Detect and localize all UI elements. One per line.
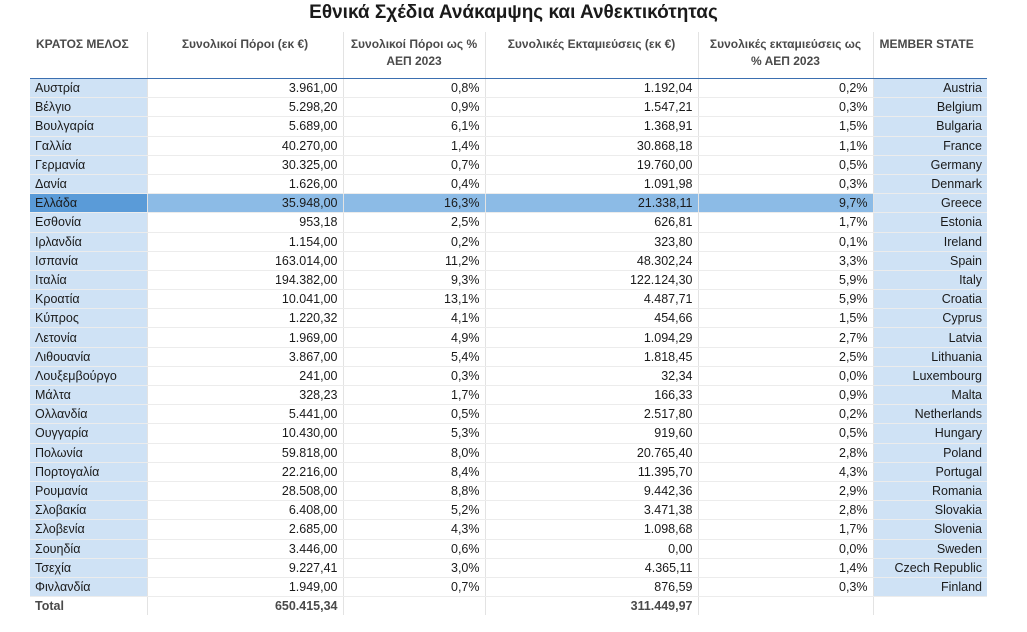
cell-disbursements-pct-gdp: 0,0% bbox=[698, 539, 873, 558]
table-row[interactable] bbox=[30, 309, 987, 328]
cell-member-state-en: France bbox=[873, 136, 987, 155]
cell-resources-pct-gdp: 0,7% bbox=[343, 155, 485, 174]
cell-member-state-en: Germany bbox=[873, 155, 987, 174]
cell-disbursements-pct-gdp: 2,8% bbox=[698, 443, 873, 462]
cell-member-state-gr: Ολλανδία bbox=[30, 405, 147, 424]
table-row[interactable] bbox=[30, 251, 987, 270]
cell-member-state-gr: Ιρλανδία bbox=[30, 232, 147, 251]
header-resources-pct-gdp[interactable]: Συνολικοί Πόροι ως % ΑΕΠ 2023 bbox=[343, 32, 485, 79]
cell-member-state-en: Austria bbox=[873, 79, 987, 98]
cell-resources-pct-gdp: 0,6% bbox=[343, 539, 485, 558]
cell-total-resources: 2.685,00 bbox=[147, 520, 343, 539]
header-member-state-en[interactable]: MEMBER STATE bbox=[873, 32, 987, 79]
cell-member-state-en: Luxembourg bbox=[873, 366, 987, 385]
cell-resources-pct-gdp: 9,3% bbox=[343, 270, 485, 289]
cell-disbursements-pct-gdp: 0,5% bbox=[698, 155, 873, 174]
cell-total-disbursements: 2.517,80 bbox=[485, 405, 698, 424]
cell-total-disbursements: 626,81 bbox=[485, 213, 698, 232]
cell-disbursements-pct-gdp: 5,9% bbox=[698, 270, 873, 289]
cell-total-resources: 5.298,20 bbox=[147, 98, 343, 117]
cell-resources-pct-gdp: 0,7% bbox=[343, 577, 485, 596]
cell-resources-pct-gdp: 13,1% bbox=[343, 290, 485, 309]
table-row[interactable] bbox=[30, 366, 987, 385]
cell-resources-pct-gdp: 0,8% bbox=[343, 79, 485, 98]
cell-total-disbursements: 32,34 bbox=[485, 366, 698, 385]
cell-member-state-en: Hungary bbox=[873, 424, 987, 443]
cell-disbursements-pct-gdp: 0,9% bbox=[698, 386, 873, 405]
table-body bbox=[30, 79, 987, 597]
cell-member-state-gr: Δανία bbox=[30, 174, 147, 193]
cell-total-resources: 1.220,32 bbox=[147, 309, 343, 328]
cell-member-state-gr: Ρουμανία bbox=[30, 481, 147, 500]
table-row[interactable] bbox=[30, 98, 987, 117]
cell-resources-pct-gdp: 8,8% bbox=[343, 481, 485, 500]
cell-total-resources: 5.689,00 bbox=[147, 117, 343, 136]
total-row bbox=[30, 597, 987, 616]
cell-member-state-gr: Σλοβακία bbox=[30, 501, 147, 520]
table-row[interactable] bbox=[30, 462, 987, 481]
cell-member-state-gr: Φινλανδία bbox=[30, 577, 147, 596]
table-row[interactable] bbox=[30, 520, 987, 539]
cell-member-state-gr: Βουλγαρία bbox=[30, 117, 147, 136]
table-row[interactable] bbox=[30, 558, 987, 577]
cell-total-disbursements: 323,80 bbox=[485, 232, 698, 251]
cell-disbursements-pct-gdp: 0,3% bbox=[698, 98, 873, 117]
cell-total-disbursements: 166,33 bbox=[485, 386, 698, 405]
cell-disbursements-pct-gdp: 2,8% bbox=[698, 501, 873, 520]
table-row[interactable] bbox=[30, 577, 987, 596]
total-resources-pct bbox=[343, 597, 485, 616]
cell-disbursements-pct-gdp: 0,1% bbox=[698, 232, 873, 251]
cell-member-state-en: Greece bbox=[873, 194, 987, 213]
cell-total-resources: 30.325,00 bbox=[147, 155, 343, 174]
table-row[interactable] bbox=[30, 270, 987, 289]
cell-total-disbursements: 1.192,04 bbox=[485, 79, 698, 98]
cell-disbursements-pct-gdp: 2,7% bbox=[698, 328, 873, 347]
cell-total-disbursements: 122.124,30 bbox=[485, 270, 698, 289]
table-title: Εθνικά Σχέδια Ανάκαμψης και Ανθεκτικότητας bbox=[309, 2, 718, 23]
cell-disbursements-pct-gdp: 0,3% bbox=[698, 577, 873, 596]
cell-resources-pct-gdp: 5,3% bbox=[343, 424, 485, 443]
recovery-plans-table bbox=[30, 32, 987, 615]
cell-member-state-gr: Βέλγιο bbox=[30, 98, 147, 117]
table-row[interactable] bbox=[30, 481, 987, 500]
cell-total-disbursements: 1.094,29 bbox=[485, 328, 698, 347]
cell-total-resources: 1.949,00 bbox=[147, 577, 343, 596]
cell-member-state-gr: Κροατία bbox=[30, 290, 147, 309]
cell-total-resources: 3.961,00 bbox=[147, 79, 343, 98]
cell-disbursements-pct-gdp: 1,7% bbox=[698, 520, 873, 539]
cell-member-state-en: Spain bbox=[873, 251, 987, 270]
table-row[interactable] bbox=[30, 386, 987, 405]
cell-disbursements-pct-gdp: 1,4% bbox=[698, 558, 873, 577]
cell-member-state-en: Belgium bbox=[873, 98, 987, 117]
cell-resources-pct-gdp: 11,2% bbox=[343, 251, 485, 270]
table-row[interactable] bbox=[30, 232, 987, 251]
table-row[interactable] bbox=[30, 539, 987, 558]
cell-resources-pct-gdp: 8,4% bbox=[343, 462, 485, 481]
cell-member-state-gr: Σουηδία bbox=[30, 539, 147, 558]
cell-disbursements-pct-gdp: 0,2% bbox=[698, 405, 873, 424]
cell-disbursements-pct-gdp: 1,5% bbox=[698, 309, 873, 328]
cell-total-resources: 241,00 bbox=[147, 366, 343, 385]
table-row[interactable] bbox=[30, 501, 987, 520]
header-total-resources[interactable]: Συνολικοί Πόροι (εκ €) bbox=[147, 32, 343, 79]
cell-member-state-en: Portugal bbox=[873, 462, 987, 481]
cell-member-state-gr: Κύπρος bbox=[30, 309, 147, 328]
table-row[interactable] bbox=[30, 136, 987, 155]
cell-total-resources: 328,23 bbox=[147, 386, 343, 405]
cell-total-disbursements: 1.368,91 bbox=[485, 117, 698, 136]
cell-member-state-en: Italy bbox=[873, 270, 987, 289]
cell-disbursements-pct-gdp: 1,5% bbox=[698, 117, 873, 136]
cell-total-resources: 163.014,00 bbox=[147, 251, 343, 270]
cell-member-state-gr: Πορτογαλία bbox=[30, 462, 147, 481]
cell-member-state-gr: Ισπανία bbox=[30, 251, 147, 270]
cell-resources-pct-gdp: 8,0% bbox=[343, 443, 485, 462]
cell-resources-pct-gdp: 4,1% bbox=[343, 309, 485, 328]
cell-member-state-gr: Τσεχία bbox=[30, 558, 147, 577]
cell-member-state-en: Poland bbox=[873, 443, 987, 462]
cell-total-disbursements: 1.098,68 bbox=[485, 520, 698, 539]
cell-total-resources: 40.270,00 bbox=[147, 136, 343, 155]
header-row bbox=[30, 32, 987, 79]
total-resources: 650.415,34 bbox=[147, 597, 343, 616]
cell-member-state-en: Finland bbox=[873, 577, 987, 596]
cell-total-disbursements: 454,66 bbox=[485, 309, 698, 328]
cell-resources-pct-gdp: 5,2% bbox=[343, 501, 485, 520]
cell-member-state-en: Romania bbox=[873, 481, 987, 500]
cell-disbursements-pct-gdp: 5,9% bbox=[698, 290, 873, 309]
cell-resources-pct-gdp: 16,3% bbox=[343, 194, 485, 213]
table-row[interactable] bbox=[30, 424, 987, 443]
table-row[interactable] bbox=[30, 155, 987, 174]
cell-total-resources: 22.216,00 bbox=[147, 462, 343, 481]
cell-total-disbursements: 48.302,24 bbox=[485, 251, 698, 270]
cell-total-disbursements: 1.091,98 bbox=[485, 174, 698, 193]
cell-resources-pct-gdp: 0,5% bbox=[343, 405, 485, 424]
cell-member-state-en: Denmark bbox=[873, 174, 987, 193]
cell-resources-pct-gdp: 0,9% bbox=[343, 98, 485, 117]
cell-total-resources: 59.818,00 bbox=[147, 443, 343, 462]
cell-total-disbursements: 1.547,21 bbox=[485, 98, 698, 117]
table-row[interactable] bbox=[30, 405, 987, 424]
cell-total-resources: 3.867,00 bbox=[147, 347, 343, 366]
table-row[interactable] bbox=[30, 290, 987, 309]
cell-member-state-gr: Γαλλία bbox=[30, 136, 147, 155]
cell-resources-pct-gdp: 0,2% bbox=[343, 232, 485, 251]
cell-resources-pct-gdp: 3,0% bbox=[343, 558, 485, 577]
cell-resources-pct-gdp: 4,3% bbox=[343, 520, 485, 539]
cell-total-resources: 28.508,00 bbox=[147, 481, 343, 500]
cell-disbursements-pct-gdp: 2,9% bbox=[698, 481, 873, 500]
cell-total-disbursements: 1.818,45 bbox=[485, 347, 698, 366]
cell-total-disbursements: 919,60 bbox=[485, 424, 698, 443]
table-row[interactable] bbox=[30, 174, 987, 193]
cell-member-state-en: Slovenia bbox=[873, 520, 987, 539]
total-disbursements: 311.449,97 bbox=[485, 597, 698, 616]
cell-member-state-gr: Λουξεμβούργο bbox=[30, 366, 147, 385]
cell-resources-pct-gdp: 0,4% bbox=[343, 174, 485, 193]
cell-total-resources: 3.446,00 bbox=[147, 539, 343, 558]
cell-member-state-en: Czech Republic bbox=[873, 558, 987, 577]
table-row[interactable] bbox=[30, 117, 987, 136]
cell-total-resources: 1.626,00 bbox=[147, 174, 343, 193]
cell-total-resources: 10.041,00 bbox=[147, 290, 343, 309]
cell-total-resources: 953,18 bbox=[147, 213, 343, 232]
total-disbursements-pct bbox=[698, 597, 873, 616]
cell-resources-pct-gdp: 4,9% bbox=[343, 328, 485, 347]
cell-total-disbursements: 9.442,36 bbox=[485, 481, 698, 500]
cell-member-state-gr: Γερμανία bbox=[30, 155, 147, 174]
total-label: Total bbox=[30, 597, 147, 616]
table-row[interactable] bbox=[30, 328, 987, 347]
cell-disbursements-pct-gdp: 1,1% bbox=[698, 136, 873, 155]
header-disbursements-pct-gdp[interactable]: Συνολικές εκταμιεύσεις ως % ΑΕΠ 2023 bbox=[698, 32, 873, 79]
cell-total-disbursements: 30.868,18 bbox=[485, 136, 698, 155]
cell-member-state-gr: Ιταλία bbox=[30, 270, 147, 289]
cell-total-disbursements: 11.395,70 bbox=[485, 462, 698, 481]
cell-member-state-en: Ireland bbox=[873, 232, 987, 251]
cell-total-resources: 1.969,00 bbox=[147, 328, 343, 347]
cell-member-state-gr: Λιθουανία bbox=[30, 347, 147, 366]
table-row[interactable] bbox=[30, 347, 987, 366]
cell-member-state-gr: Πολωνία bbox=[30, 443, 147, 462]
cell-disbursements-pct-gdp: 9,7% bbox=[698, 194, 873, 213]
cell-total-resources: 6.408,00 bbox=[147, 501, 343, 520]
cell-member-state-en: Netherlands bbox=[873, 405, 987, 424]
cell-member-state-en: Sweden bbox=[873, 539, 987, 558]
cell-member-state-en: Croatia bbox=[873, 290, 987, 309]
cell-total-resources: 194.382,00 bbox=[147, 270, 343, 289]
cell-resources-pct-gdp: 0,3% bbox=[343, 366, 485, 385]
cell-total-disbursements: 4.365,11 bbox=[485, 558, 698, 577]
cell-total-disbursements: 20.765,40 bbox=[485, 443, 698, 462]
table-row[interactable] bbox=[30, 443, 987, 462]
cell-total-disbursements: 4.487,71 bbox=[485, 290, 698, 309]
cell-total-disbursements: 19.760,00 bbox=[485, 155, 698, 174]
cell-member-state-en: Malta bbox=[873, 386, 987, 405]
cell-disbursements-pct-gdp: 0,3% bbox=[698, 174, 873, 193]
cell-resources-pct-gdp: 1,7% bbox=[343, 386, 485, 405]
cell-member-state-gr: Λετονία bbox=[30, 328, 147, 347]
cell-member-state-gr: Εσθονία bbox=[30, 213, 147, 232]
cell-disbursements-pct-gdp: 4,3% bbox=[698, 462, 873, 481]
cell-disbursements-pct-gdp: 2,5% bbox=[698, 347, 873, 366]
cell-total-disbursements: 21.338,11 bbox=[485, 194, 698, 213]
total-member-en bbox=[873, 597, 987, 616]
cell-member-state-en: Slovakia bbox=[873, 501, 987, 520]
cell-disbursements-pct-gdp: 3,3% bbox=[698, 251, 873, 270]
cell-member-state-gr: Σλοβενία bbox=[30, 520, 147, 539]
cell-total-resources: 5.441,00 bbox=[147, 405, 343, 424]
cell-member-state-en: Cyprus bbox=[873, 309, 987, 328]
table-row[interactable] bbox=[30, 213, 987, 232]
cell-member-state-en: Lithuania bbox=[873, 347, 987, 366]
cell-member-state-gr: Ουγγαρία bbox=[30, 424, 147, 443]
table-row[interactable] bbox=[30, 79, 987, 98]
cell-member-state-en: Estonia bbox=[873, 213, 987, 232]
cell-total-resources: 9.227,41 bbox=[147, 558, 343, 577]
cell-total-disbursements: 3.471,38 bbox=[485, 501, 698, 520]
cell-disbursements-pct-gdp: 1,7% bbox=[698, 213, 873, 232]
cell-total-resources: 35.948,00 bbox=[147, 194, 343, 213]
cell-member-state-en: Latvia bbox=[873, 328, 987, 347]
cell-member-state-gr: Ελλάδα bbox=[30, 194, 147, 213]
cell-resources-pct-gdp: 6,1% bbox=[343, 117, 485, 136]
cell-total-resources: 1.154,00 bbox=[147, 232, 343, 251]
cell-disbursements-pct-gdp: 0,2% bbox=[698, 79, 873, 98]
cell-resources-pct-gdp: 5,4% bbox=[343, 347, 485, 366]
table-row[interactable] bbox=[30, 194, 987, 213]
cell-total-disbursements: 0,00 bbox=[485, 539, 698, 558]
cell-resources-pct-gdp: 1,4% bbox=[343, 136, 485, 155]
header-total-disbursements[interactable]: Συνολικές Εκταμιεύσεις (εκ €) bbox=[485, 32, 698, 79]
header-member-state-gr[interactable]: ΚΡΑΤΟΣ ΜΕΛΟΣ bbox=[30, 32, 147, 79]
cell-disbursements-pct-gdp: 0,5% bbox=[698, 424, 873, 443]
cell-total-disbursements: 876,59 bbox=[485, 577, 698, 596]
cell-resources-pct-gdp: 2,5% bbox=[343, 213, 485, 232]
cell-member-state-gr: Μάλτα bbox=[30, 386, 147, 405]
cell-total-resources: 10.430,00 bbox=[147, 424, 343, 443]
cell-disbursements-pct-gdp: 0,0% bbox=[698, 366, 873, 385]
cell-member-state-gr: Αυστρία bbox=[30, 79, 147, 98]
cell-member-state-en: Bulgaria bbox=[873, 117, 987, 136]
